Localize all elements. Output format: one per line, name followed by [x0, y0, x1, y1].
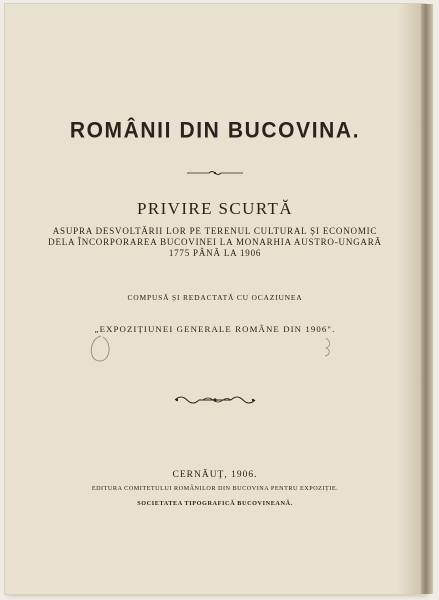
- large-ornament-divider: [5, 393, 425, 411]
- printer-line: SOCIETATEA TIPOGRAFICĂ BUCOVINEANĂ.: [137, 500, 293, 507]
- pencil-mark-small: [323, 336, 333, 358]
- compiled-note: COMPUSĂ ȘI REDACTATĂ CU OCAZIUNEA: [127, 293, 303, 302]
- description-line-1: ASUPRA DESVOLTĂRII LOR PE TERENUL CULTURAL ȘI ECONOMIC: [52, 226, 378, 236]
- book-page-edge: [421, 4, 433, 594]
- description-line-3: 1775 PÂNĂ LA 1906: [168, 248, 262, 258]
- description-line-2: DELA ÎNCORPORAREA BUCOVINEI LA MONARHIA AUSTRO-UNGARĂ: [48, 237, 382, 247]
- exhibition-name: „EXPOZIȚIUNEI GENERALE ROMÂNE DIN 1906".: [94, 324, 336, 334]
- publisher-line: EDITURA COMITETULUI ROMÂNILOR DIN BUCOVINA PENTRU EXPOZIȚIE.: [91, 485, 339, 492]
- place-and-year: CERNĂUȚ, 1906.: [172, 470, 258, 480]
- book-title: ROMÂNII DIN BUCOVINA.: [69, 118, 361, 143]
- small-ornament-divider: [5, 164, 425, 182]
- book-description: [5, 226, 425, 259]
- title-page: [5, 4, 425, 594]
- pencil-mark: [87, 333, 115, 365]
- book-subtitle: PRIVIRE SCURTĂ: [136, 199, 293, 218]
